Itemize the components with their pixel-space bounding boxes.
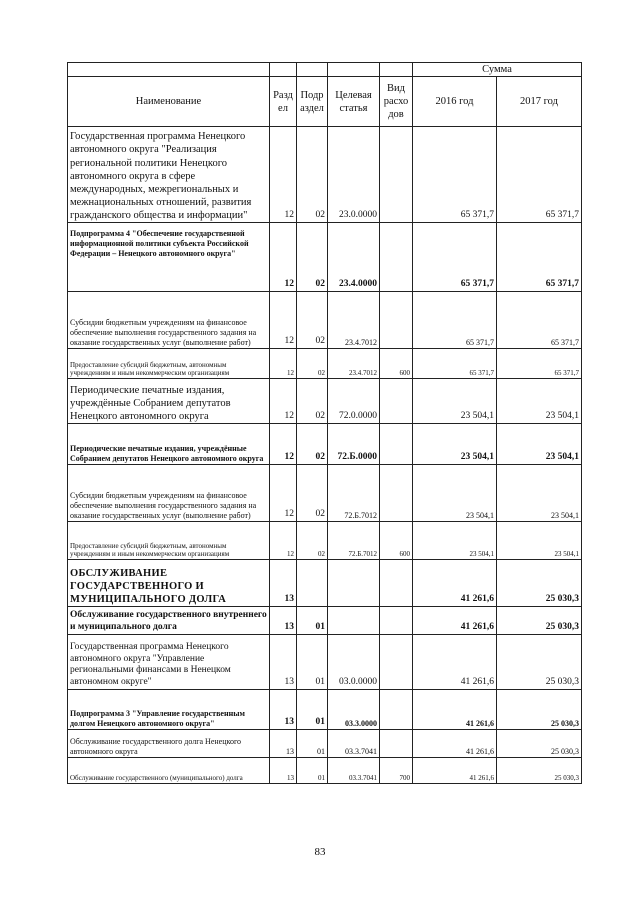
row-2016: 65 371,7 [413, 127, 497, 223]
table-row [68, 522, 582, 560]
row-2016: 65 371,7 [413, 292, 497, 349]
row-razdel: 13 [270, 635, 297, 690]
row-razdel: 13 [270, 758, 297, 784]
row-name: Подпрограмма 3 "Управление государственным долгом Ненецкого автономного округа" [68, 690, 270, 730]
row-2017: 23 504,1 [497, 424, 582, 465]
row-vid [380, 560, 413, 607]
row-podrazdel: 02 [297, 424, 328, 465]
row-2016: 65 371,7 [413, 349, 497, 379]
table-row [68, 379, 582, 424]
row-celevaya: 03.3.7041 [328, 730, 380, 758]
row-razdel: 12 [270, 292, 297, 349]
row-celevaya: 72.Б.7012 [328, 522, 380, 560]
row-2016: 41 261,6 [413, 607, 497, 635]
table-row [68, 560, 582, 607]
row-2016: 65 371,7 [413, 223, 497, 292]
row-2017: 23 504,1 [497, 465, 582, 522]
header-empty [380, 63, 413, 77]
row-2017: 25 030,3 [497, 690, 582, 730]
row-2016: 41 261,6 [413, 758, 497, 784]
header-razdel: Разд ел [270, 77, 297, 127]
row-celevaya [328, 560, 380, 607]
header-empty [68, 63, 270, 77]
row-razdel: 13 [270, 560, 297, 607]
row-podrazdel: 02 [297, 127, 328, 223]
row-2017: 65 371,7 [497, 223, 582, 292]
row-name: Предоставление субсидий бюджетным, автономным учреждениям и иным некоммерческим организациям [68, 522, 270, 560]
row-podrazdel: 02 [297, 465, 328, 522]
row-celevaya: 23.0.0000 [328, 127, 380, 223]
table-row [68, 292, 582, 349]
row-razdel: 13 [270, 607, 297, 635]
row-celevaya: 23.4.7012 [328, 292, 380, 349]
row-podrazdel: 01 [297, 607, 328, 635]
row-podrazdel [297, 560, 328, 607]
row-razdel: 12 [270, 465, 297, 522]
row-vid [380, 127, 413, 223]
row-name: Обслуживание государственного внутреннего и муниципального долга [68, 607, 270, 635]
row-2017: 25 030,3 [497, 607, 582, 635]
header-summa: Сумма [413, 63, 582, 77]
row-celevaya: 03.3.0000 [328, 690, 380, 730]
row-celevaya [328, 607, 380, 635]
row-celevaya: 72.Б.7012 [328, 465, 380, 522]
row-celevaya: 72.0.0000 [328, 379, 380, 424]
row-vid [380, 607, 413, 635]
row-name: Государственная программа Ненецкого автономного округа "Реализация региональной политики Ненецкого автономного округа в сфере международных, межрегиональных и межнациональных отношений, развития гражданского общества и информации" [68, 127, 270, 223]
row-podrazdel: 01 [297, 758, 328, 784]
row-podrazdel: 02 [297, 292, 328, 349]
header-empty [328, 63, 380, 77]
header-celevaya: Целевая статья [328, 77, 380, 127]
row-2017: 25 030,3 [497, 635, 582, 690]
row-podrazdel: 01 [297, 690, 328, 730]
row-vid [380, 379, 413, 424]
row-podrazdel: 01 [297, 730, 328, 758]
header-row-top [68, 63, 582, 77]
row-name: Периодические печатные издания, учреждённые Собранием депутатов Ненецкого автономного округа [68, 424, 270, 465]
row-razdel: 12 [270, 379, 297, 424]
row-vid [380, 730, 413, 758]
header-name: Наименование [68, 77, 270, 127]
row-podrazdel: 02 [297, 349, 328, 379]
row-2016: 41 261,6 [413, 730, 497, 758]
header-2017: 2017 год [497, 77, 582, 127]
row-vid: 600 [380, 349, 413, 379]
row-vid [380, 690, 413, 730]
table-row [68, 607, 582, 635]
row-podrazdel: 02 [297, 223, 328, 292]
row-vid [380, 635, 413, 690]
row-celevaya: 23.4.7012 [328, 349, 380, 379]
row-razdel: 12 [270, 424, 297, 465]
row-name: ОБСЛУЖИВАНИЕ ГОСУДАРСТВЕННОГО И МУНИЦИПАЛЬНОГО ДОЛГА [68, 560, 270, 607]
table-row [68, 758, 582, 784]
row-vid [380, 424, 413, 465]
row-2016: 41 261,6 [413, 560, 497, 607]
row-name: Обслуживание государственного (муниципального) долга [68, 758, 270, 784]
row-podrazdel: 02 [297, 522, 328, 560]
header-vid: Вид расхо дов [380, 77, 413, 127]
row-celevaya: 23.4.0000 [328, 223, 380, 292]
table-row [68, 690, 582, 730]
row-2017: 65 371,7 [497, 292, 582, 349]
row-2017: 25 030,3 [497, 758, 582, 784]
table-row [68, 349, 582, 379]
row-name: Субсидии бюджетным учреждениям на финансовое обеспечение выполнения государственного задания на оказание государственных услуг (выполнение работ) [68, 465, 270, 522]
budget-table [67, 62, 582, 784]
row-celevaya: 03.3.7041 [328, 758, 380, 784]
row-2016: 23 504,1 [413, 379, 497, 424]
row-podrazdel: 02 [297, 379, 328, 424]
header-empty [297, 63, 328, 77]
table-row [68, 730, 582, 758]
table-row [68, 223, 582, 292]
row-vid: 600 [380, 522, 413, 560]
row-vid [380, 223, 413, 292]
row-name: Подпрограмма 4 "Обеспечение государственной информационной политики субъекта Российской Федерации – Ненецкого автономного округа" [68, 223, 270, 292]
row-podrazdel: 01 [297, 635, 328, 690]
header-empty [270, 63, 297, 77]
table-row [68, 465, 582, 522]
table-row [68, 635, 582, 690]
row-razdel: 12 [270, 127, 297, 223]
row-razdel: 13 [270, 730, 297, 758]
table-row [68, 424, 582, 465]
row-2016: 23 504,1 [413, 424, 497, 465]
header-row [68, 77, 582, 127]
row-2017: 23 504,1 [497, 379, 582, 424]
row-2016: 23 504,1 [413, 465, 497, 522]
row-name: Периодические печатные издания, учреждённые Собранием депутатов Ненецкого автономного округа [68, 379, 270, 424]
row-vid [380, 292, 413, 349]
row-razdel: 12 [270, 522, 297, 560]
row-name: Предоставление субсидий бюджетным, автономным учреждениям и иным некоммерческим организациям [68, 349, 270, 379]
row-name: Государственная программа Ненецкого автономного округа "Управление региональными финансами в Ненецком автономном округе" [68, 635, 270, 690]
row-2016: 23 504,1 [413, 522, 497, 560]
row-2017: 25 030,3 [497, 730, 582, 758]
row-razdel: 12 [270, 349, 297, 379]
row-name: Обслуживание государственного долга Ненецкого автономного округа [68, 730, 270, 758]
row-2017: 23 504,1 [497, 522, 582, 560]
row-razdel: 13 [270, 690, 297, 730]
row-name: Субсидии бюджетным учреждениям на финансовое обеспечение выполнения государственного задания на оказание государственных услуг (выполнение работ) [68, 292, 270, 349]
row-celevaya: 03.0.0000 [328, 635, 380, 690]
page-number: 83 [314, 846, 326, 858]
row-vid: 700 [380, 758, 413, 784]
row-2017: 25 030,3 [497, 560, 582, 607]
row-2017: 65 371,7 [497, 127, 582, 223]
row-2016: 41 261,6 [413, 635, 497, 690]
row-2016: 41 261,6 [413, 690, 497, 730]
row-2017: 65 371,7 [497, 349, 582, 379]
header-2016: 2016 год [413, 77, 497, 127]
row-celevaya: 72.Б.0000 [328, 424, 380, 465]
header-podrazdel: Подр аздел [297, 77, 328, 127]
table-row [68, 127, 582, 223]
row-vid [380, 465, 413, 522]
row-razdel: 12 [270, 223, 297, 292]
